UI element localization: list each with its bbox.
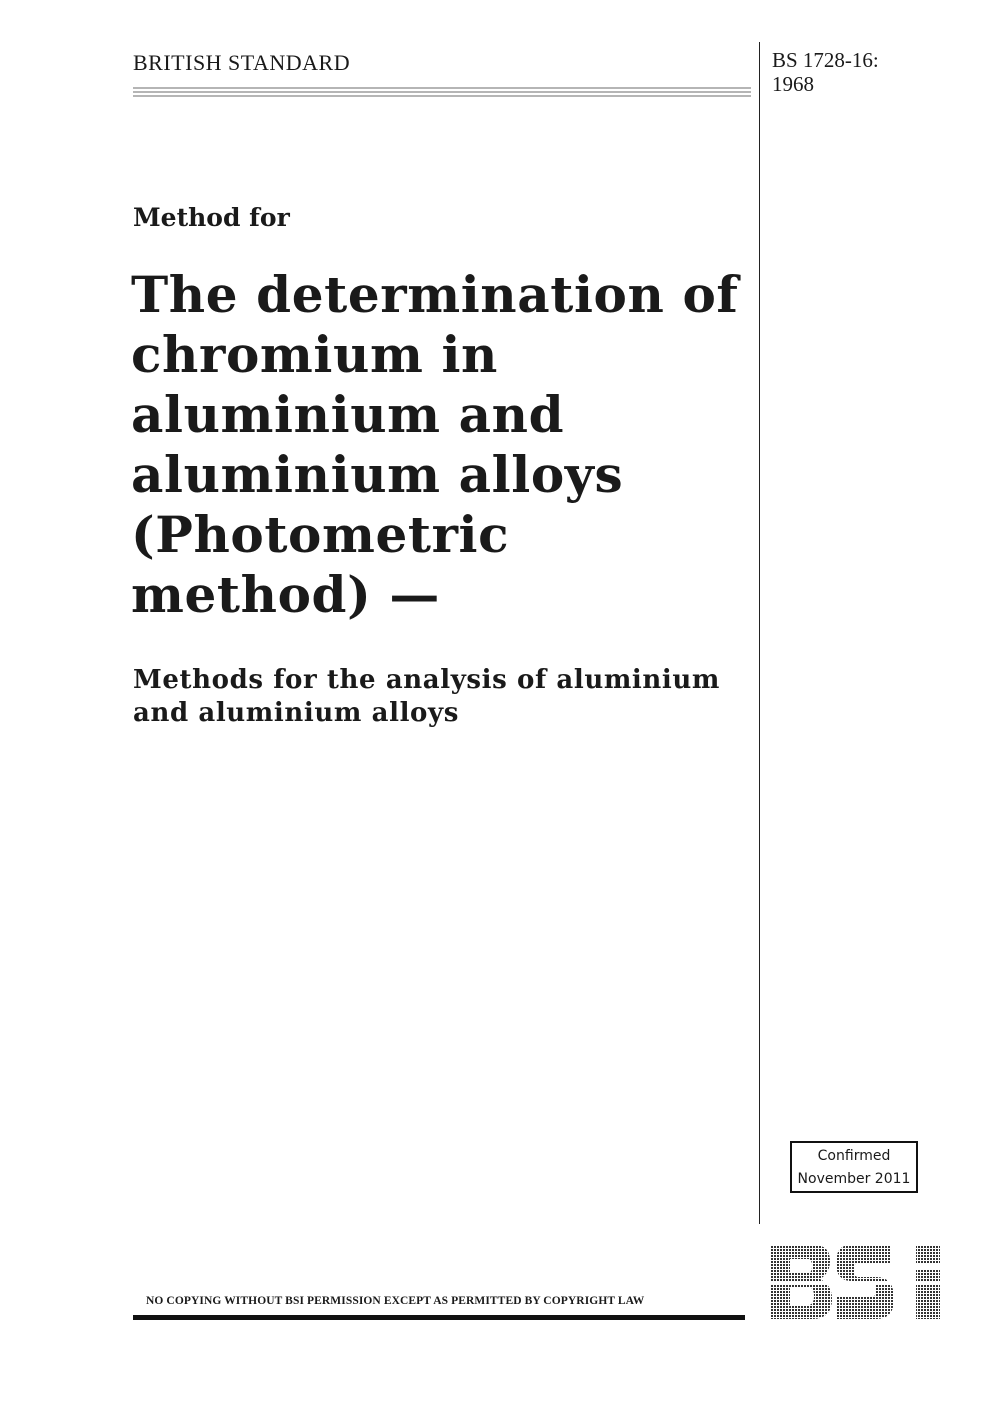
standard-number-code: BS 1728-16: bbox=[772, 48, 879, 72]
subtitle-line: and aluminium alloys bbox=[133, 698, 459, 728]
standard-number-year: 1968 bbox=[772, 72, 814, 96]
column-divider bbox=[759, 42, 760, 1224]
main-title-line: aluminium and bbox=[131, 385, 565, 444]
main-title-line: method) — bbox=[131, 565, 440, 624]
main-title bbox=[131, 265, 741, 625]
main-title-line: aluminium alloys bbox=[131, 445, 624, 504]
main-title-line: chromium in bbox=[131, 325, 499, 384]
bsi-logo bbox=[768, 1243, 946, 1321]
confirmed-label: Confirmed bbox=[817, 1148, 891, 1164]
confirmed-stamp bbox=[790, 1141, 918, 1193]
main-title-line: (Photometric bbox=[131, 505, 510, 564]
subtitle-line: Methods for the analysis of aluminium bbox=[133, 665, 721, 695]
confirmed-date: November 2011 bbox=[797, 1171, 911, 1187]
header-rule bbox=[133, 87, 751, 99]
copyright-notice: NO COPYING WITHOUT BSI PERMISSION EXCEPT AS PERMITTED BY COPYRIGHT LAW bbox=[146, 1295, 645, 1307]
document-category-label: BRITISH STANDARD bbox=[133, 50, 351, 75]
method-for-label: Method for bbox=[133, 203, 290, 232]
standard-number bbox=[772, 48, 879, 96]
footer-rule bbox=[133, 1315, 745, 1320]
main-title-line: The determination of bbox=[131, 265, 739, 324]
subtitle bbox=[133, 664, 745, 730]
